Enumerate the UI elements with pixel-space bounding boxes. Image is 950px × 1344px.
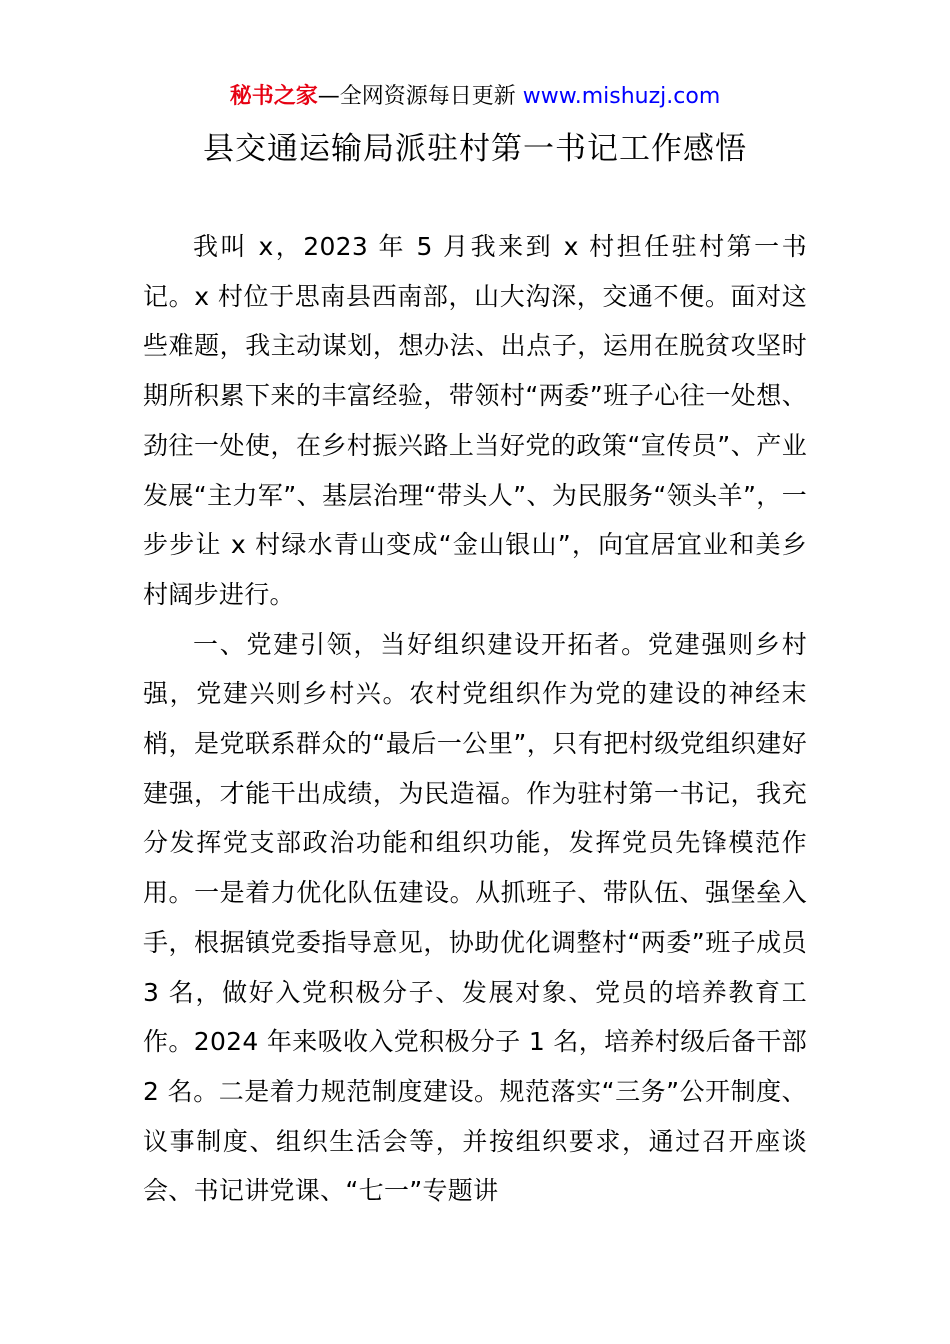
site-header <box>0 80 950 114</box>
site-brand: 秘书之家 <box>229 84 318 109</box>
paragraph-intro: 我叫 x，2023 年 5 月我来到 x 村担任驻村第一书记。x 村位于思南县西南部，山大沟深，交通不便。面对这些难题，我主动谋划，想办法、出点子，运用在脱贫攻坚时期所积累下来的丰富经验，带领村“两委”班子心往一处想、劲往一处使，在乡村振兴路上当好党的政策“宣传员”、产业发展“主力军”、基层治理“带头人”、为民服务“领头羊”，一步步让 x 村绿水青山变成“金山银山”，向宜居宜业和美乡村阔步进行。 <box>143 232 807 609</box>
document-title: 县交通运输局派驻村第一书记工作感悟 <box>203 131 747 167</box>
site-url-link[interactable]: www.mishuzj.com <box>522 84 721 109</box>
paragraph-section-one: 一、党建引领，当好组织建设开拓者。党建强则乡村强，党建兴则乡村兴。农村党组织作为党的建设的神经末梢，是党联系群众的“最后一公里”，只有把村级党组织建好建强，才能干出成绩，为民造福。作为驻村第一书记，我充分发挥党支部政治功能和组织功能，发挥党员先锋模范作用。一是着力优化队伍建设。从抓班子、带队伍、强堡垒入手，根据镇党委指导意见，协助优化调整村“两委”班子成员 3 名，做好入党积极分子、发展对象、党员的培养教育工作。2024 年来吸收入党积极分子 1 名，培养村级后备干部 2 名。二是着力规范制度建设。规范落实“三务”公开制度、议事制度、组织生活会等，并按组织要求，通过召开座谈会、书记讲党课、“七一”专题讲 <box>143 629 807 1206</box>
site-tagline: —全网资源每日更新 <box>317 84 523 109</box>
document-body <box>143 222 807 1216</box>
